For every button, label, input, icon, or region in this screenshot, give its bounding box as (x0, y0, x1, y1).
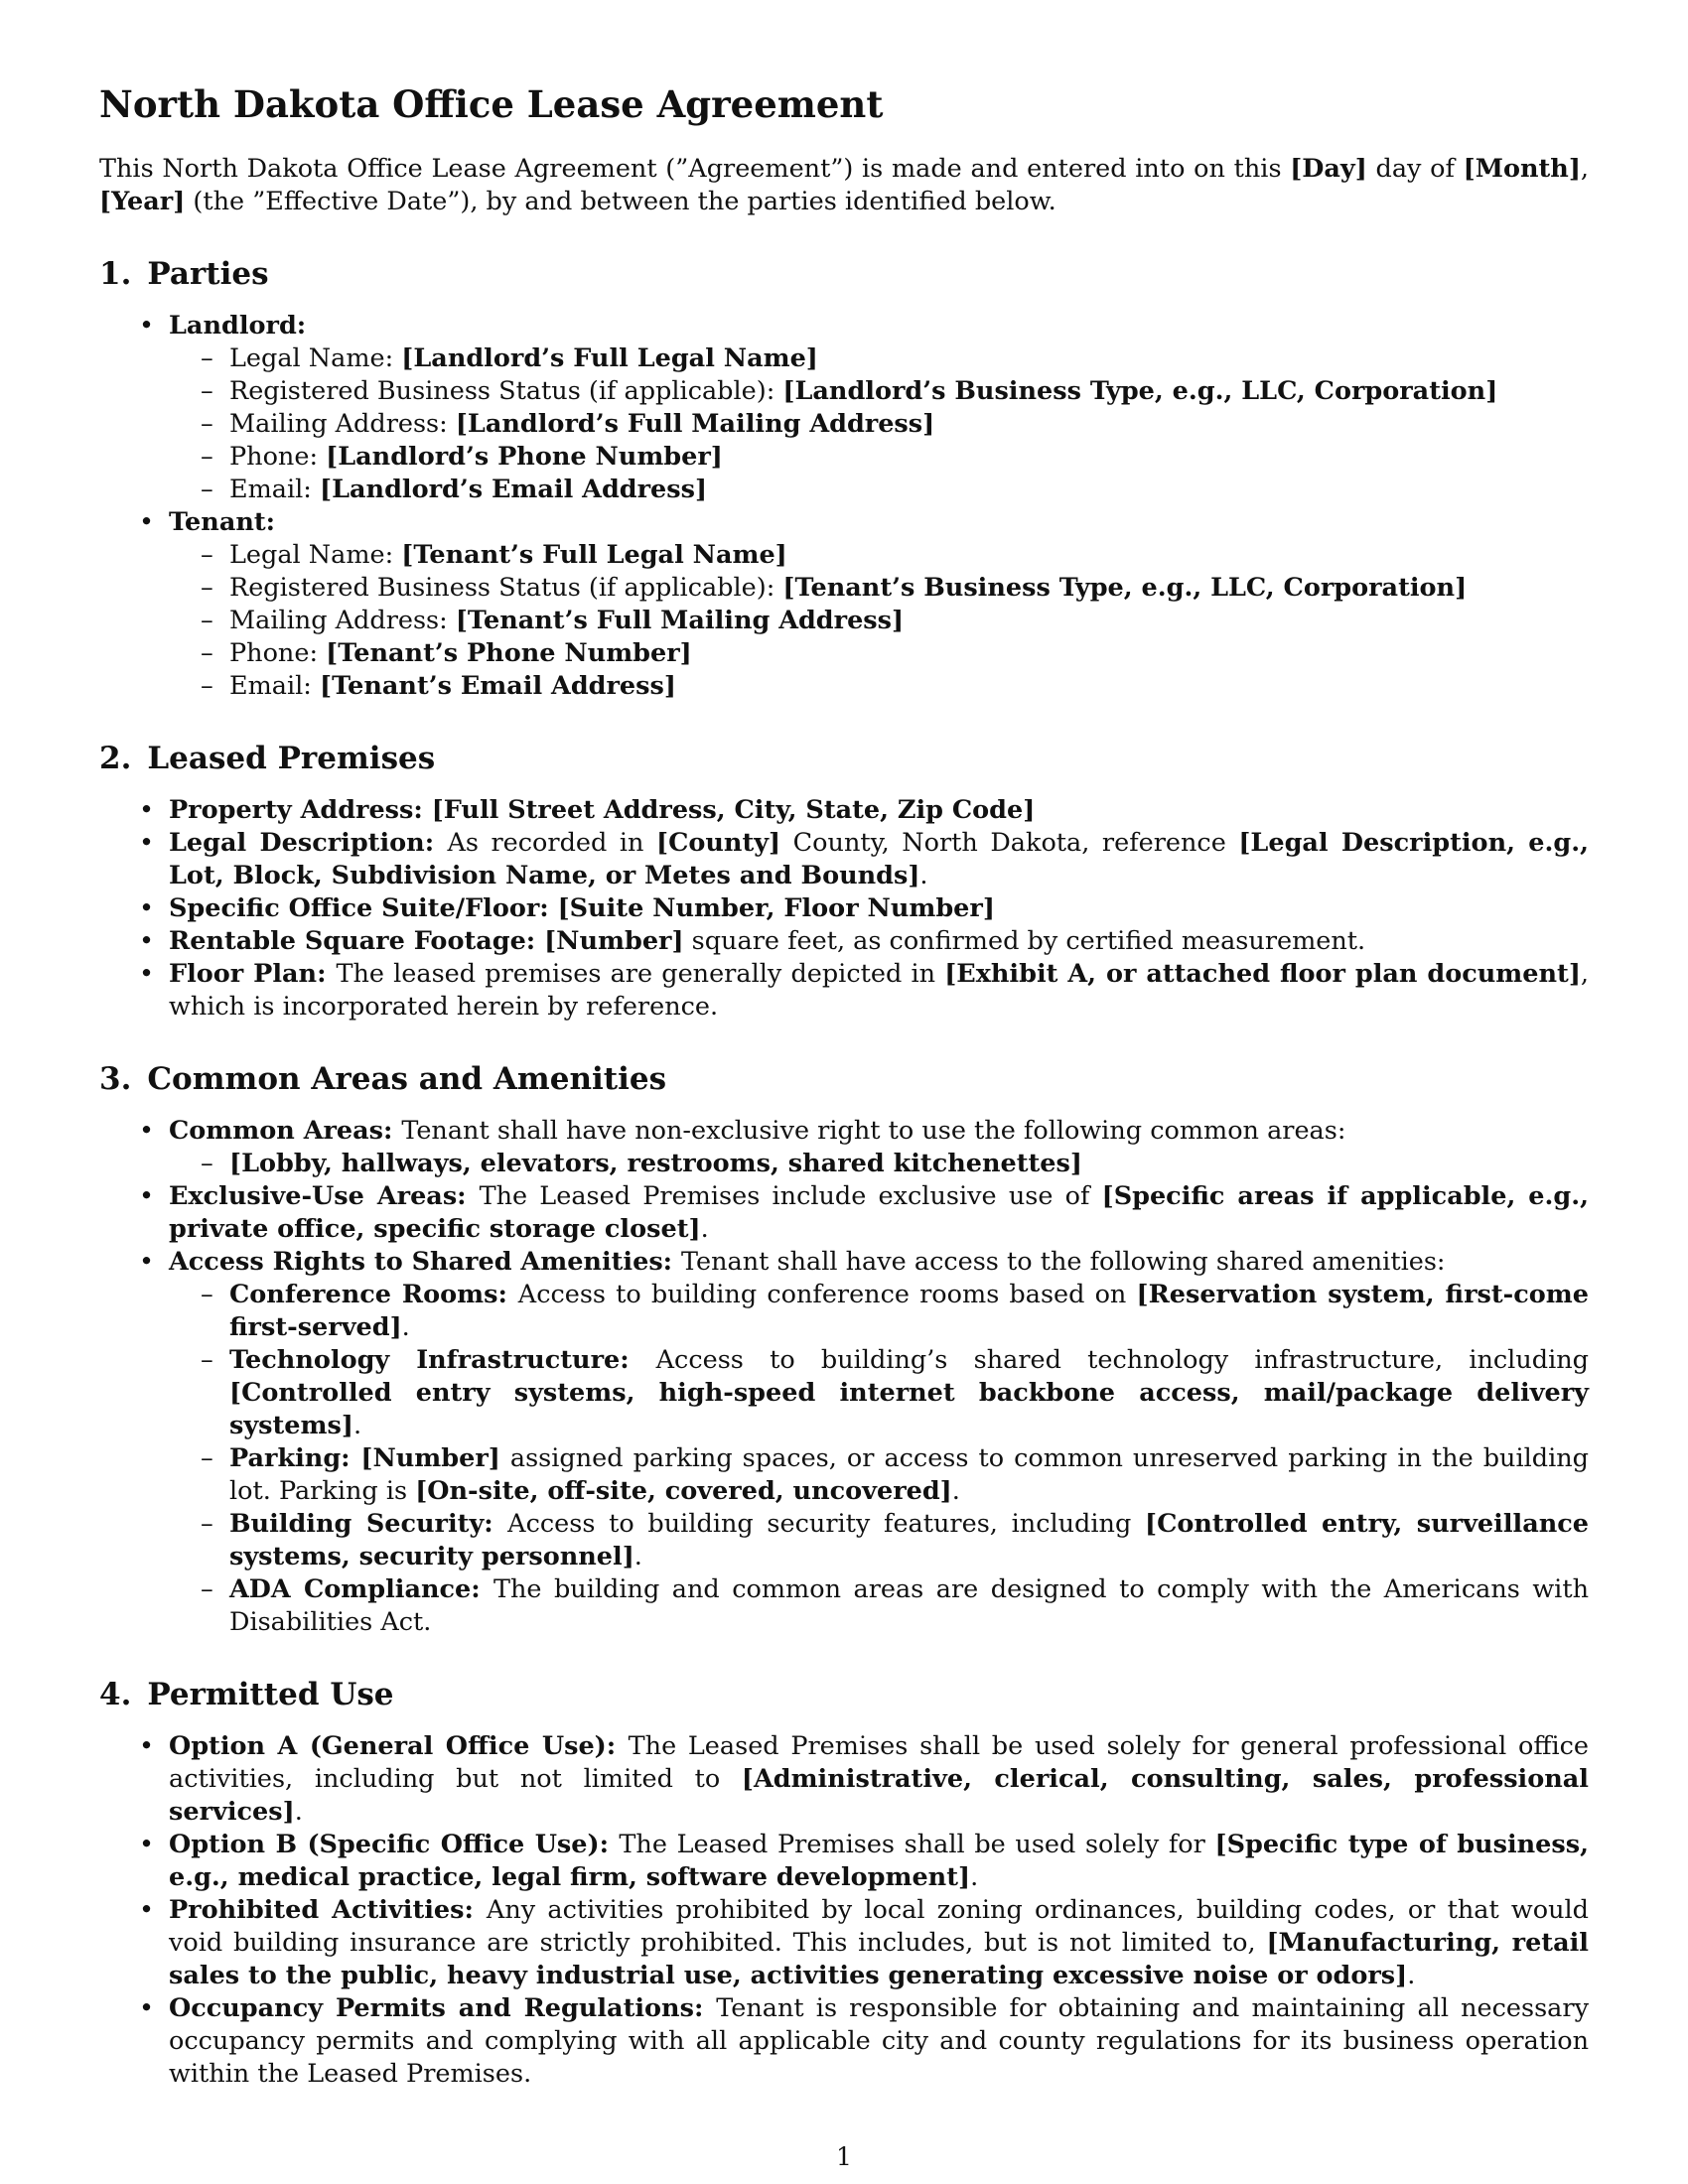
field-label: Registered Business Status (if applicable): (229, 376, 783, 406)
shared-amenities-item (99, 1246, 1589, 1639)
item-value: [Manufacturing, retail sales to the public, heavy industrial use, activities generating excessive noise or odors] (169, 1928, 1589, 1990)
parking-item (169, 1442, 1589, 1508)
month-placeholder: [Month] (1463, 154, 1581, 184)
item-text: County, North Dakota, reference (780, 828, 1239, 858)
common-areas-sublist (169, 1148, 1589, 1180)
occupancy-permits-item (99, 1992, 1589, 2091)
item-text: Access to building security features, including (507, 1509, 1145, 1539)
item-label: Access Rights to Shared Amenities: (169, 1247, 681, 1277)
item-value: [Specific type of business, e.g., medical practice, legal firm, software development] (169, 1830, 1589, 1892)
item-value: [Exhibit A, or attached floor plan document] (944, 959, 1581, 989)
office-suite-item (99, 892, 1589, 925)
item-text: . (970, 1862, 979, 1892)
item-label: Technology Infrastructure: (229, 1345, 656, 1375)
common-areas-item (99, 1115, 1589, 1180)
item-label: Specific Office Suite/Floor: (169, 893, 558, 923)
item-label: Property Address: (169, 795, 432, 825)
building-security-item (169, 1508, 1589, 1573)
item-text: The building and common areas are designed to comply with the Americans with Disabilities Act. (229, 1574, 1589, 1637)
common-areas-list (99, 1115, 1589, 1639)
item-value: [Controlled entry, surveillance systems, security personnel] (229, 1509, 1590, 1571)
section-number: 4. (99, 1677, 132, 1712)
item-label: Common Areas: (169, 1116, 402, 1146)
item-text: Access to building’s shared technology infrastructure, including (655, 1345, 1589, 1375)
day-placeholder: [Day] (1290, 154, 1367, 184)
item-value: [Administrative, clerical, consulting, sales, professional services] (169, 1764, 1589, 1827)
item-text: The Leased Premises include exclusive use of (479, 1181, 1102, 1211)
section-title: Common Areas and Amenities (147, 1061, 667, 1097)
item-value: [On-site, off-site, covered, uncovered] (415, 1476, 952, 1506)
item-text: . (1407, 1961, 1416, 1990)
item-value: [Legal Description, e.g., Lot, Block, Subdivision Name, or Metes and Bounds] (169, 828, 1589, 890)
item-text: The Leased Premises shall be used solely for general professional office activities, including but not limited to (169, 1731, 1589, 1794)
item-text: . (700, 1214, 709, 1244)
intro-paragraph (99, 153, 1589, 218)
item-text: The Leased Premises shall be used solely for (619, 1830, 1215, 1859)
document-title: North Dakota Office Lease Agreement (99, 82, 884, 126)
tenant-label: Tenant: (169, 507, 276, 537)
conference-rooms-item (169, 1279, 1589, 1344)
item-text: . (294, 1797, 303, 1827)
field-label: Phone: (229, 638, 327, 668)
field-value: [Landlord’s Email Address] (320, 475, 708, 504)
item-label: ADA Compliance: (229, 1574, 493, 1604)
option-a-item (99, 1730, 1589, 1829)
tenant-phone (169, 637, 1589, 670)
section-title: Permitted Use (147, 1677, 394, 1712)
field-label: Email: (229, 475, 321, 504)
item-value: [Reservation system, first-come first-served] (229, 1280, 1589, 1342)
item-text: Tenant shall have access to the following shared amenities: (680, 1247, 1446, 1277)
item-text: . (633, 1542, 642, 1571)
landlord-phone (169, 441, 1589, 474)
item-label: Exclusive-Use Areas: (169, 1181, 480, 1211)
tenant-details (169, 539, 1589, 703)
item-text: Access to building conference rooms based on (517, 1280, 1137, 1309)
field-label: Mailing Address: (229, 409, 456, 439)
item-text: . (951, 1476, 960, 1506)
field-value: [Tenant’s Full Mailing Address] (455, 606, 905, 635)
field-label: Phone: (229, 442, 327, 472)
prohibited-activities-item (99, 1894, 1589, 1992)
section-heading-common-areas (99, 1059, 1589, 1099)
item-text: Tenant is responsible for obtaining and maintaining all necessary occupancy permits and complying with all applicable city and county regulations for its business operation within the Leased Premises. (169, 1993, 1589, 2089)
landlord-email (169, 474, 1589, 506)
item-value: [Number] (544, 926, 684, 956)
item-value: [Full Street Address, City, State, Zip Code] (431, 795, 1036, 825)
item-label: Conference Rooms: (229, 1280, 518, 1309)
field-value: [Landlord’s Phone Number] (326, 442, 723, 472)
item-label: Rentable Square Footage: (169, 926, 545, 956)
property-address-item (99, 794, 1589, 827)
field-value: [Landlord’s Business Type, e.g., LLC, Corporation] (782, 376, 1498, 406)
item-label: Parking: (229, 1443, 361, 1473)
permitted-use-list (99, 1730, 1589, 2091)
item-label: Legal Description: (169, 828, 448, 858)
intro-text: This North Dakota Office Lease Agreement (”Agreement”) is made and entered into on this (99, 154, 1291, 184)
section-title: Leased Premises (147, 741, 436, 776)
amenities-sublist (169, 1279, 1589, 1639)
field-label: Legal Name: (229, 343, 402, 373)
intro-text: , (1580, 154, 1589, 184)
tenant-legal-name (169, 539, 1589, 572)
intro-text: (the ”Effective Date”), by and between the parties identified below. (185, 187, 1056, 216)
item-text: , which is incorporated herein by reference. (169, 959, 1590, 1022)
field-value: [Tenant’s Phone Number] (326, 638, 692, 668)
option-b-item (99, 1829, 1589, 1894)
tenant-business-status (169, 572, 1589, 605)
square-footage-item (99, 925, 1589, 958)
tenant-item (99, 506, 1589, 703)
item-value: [Controlled entry systems, high-speed internet backbone access, mail/package delivery systems] (229, 1378, 1589, 1440)
document-page (99, 81, 1589, 2126)
item-value: [Specific areas if applicable, e.g., private office, specific storage closet] (169, 1181, 1589, 1244)
field-label: Mailing Address: (229, 606, 456, 635)
field-value: [Tenant’s Business Type, e.g., LLC, Corporation] (782, 573, 1468, 603)
item-text: Tenant shall have non-exclusive right to use the following common areas: (401, 1116, 1346, 1146)
item-text: . (352, 1411, 362, 1440)
item-text: . (401, 1312, 410, 1342)
landlord-business-status (169, 375, 1589, 408)
landlord-mailing-address (169, 408, 1589, 441)
item-value: [Number] (360, 1443, 500, 1473)
field-value: [Tenant’s Email Address] (320, 671, 676, 701)
landlord-details (169, 342, 1589, 506)
item-text: assigned parking spaces, or access to common unreserved parking in the building lot. Parking is (229, 1443, 1590, 1506)
intro-text: day of (1366, 154, 1464, 184)
exclusive-use-item (99, 1180, 1589, 1246)
item-label: Option B (Specific Office Use): (169, 1830, 620, 1859)
item-label: Option A (General Office Use): (169, 1731, 629, 1761)
item-label: Building Security: (229, 1509, 508, 1539)
item-label: Occupancy Permits and Regulations: (169, 1993, 717, 2023)
county-placeholder: [County] (656, 828, 781, 858)
landlord-label: Landlord: (169, 311, 307, 341)
floor-plan-item (99, 958, 1589, 1024)
page-number: 1 (836, 2142, 852, 2171)
premises-list (99, 794, 1589, 1024)
item-text: . (919, 861, 928, 890)
item-label: Prohibited Activities: (169, 1895, 487, 1925)
field-label: Email: (229, 671, 321, 701)
section-number: 3. (99, 1061, 132, 1097)
field-value: [Landlord’s Full Legal Name] (401, 343, 818, 373)
parties-list (99, 310, 1589, 703)
item-value: [Suite Number, Floor Number] (557, 893, 995, 923)
legal-description-item (99, 827, 1589, 892)
field-value: [Landlord’s Full Mailing Address] (455, 409, 935, 439)
field-value: [Tenant’s Full Legal Name] (401, 540, 787, 570)
field-label: Legal Name: (229, 540, 402, 570)
field-label: Registered Business Status (if applicable): (229, 573, 783, 603)
landlord-item (99, 310, 1589, 506)
tenant-email (169, 670, 1589, 703)
ada-compliance-item (169, 1573, 1589, 1639)
section-heading-parties (99, 254, 1589, 294)
tenant-mailing-address (169, 605, 1589, 637)
technology-infrastructure-item (169, 1344, 1589, 1442)
item-text: Any activities prohibited by local zoning ordinances, building codes, or that would void building insurance are strictly prohibited. This includes, but is not limited to, (169, 1895, 1589, 1958)
year-placeholder: [Year] (99, 187, 186, 216)
item-text: square feet, as confirmed by certified measurement. (683, 926, 1366, 956)
section-number: 1. (99, 256, 132, 292)
landlord-legal-name (169, 342, 1589, 375)
item-text: As recorded in (447, 828, 656, 858)
common-areas-value (169, 1148, 1589, 1180)
item-label: Floor Plan: (169, 959, 337, 989)
item-value: [Lobby, hallways, elevators, restrooms, shared kitchenettes] (229, 1149, 1082, 1178)
section-title: Parties (147, 256, 269, 292)
item-text: The leased premises are generally depicted in (336, 959, 945, 989)
section-number: 2. (99, 741, 132, 776)
section-heading-permitted-use (99, 1675, 1589, 1714)
section-heading-leased-premises (99, 739, 1589, 778)
